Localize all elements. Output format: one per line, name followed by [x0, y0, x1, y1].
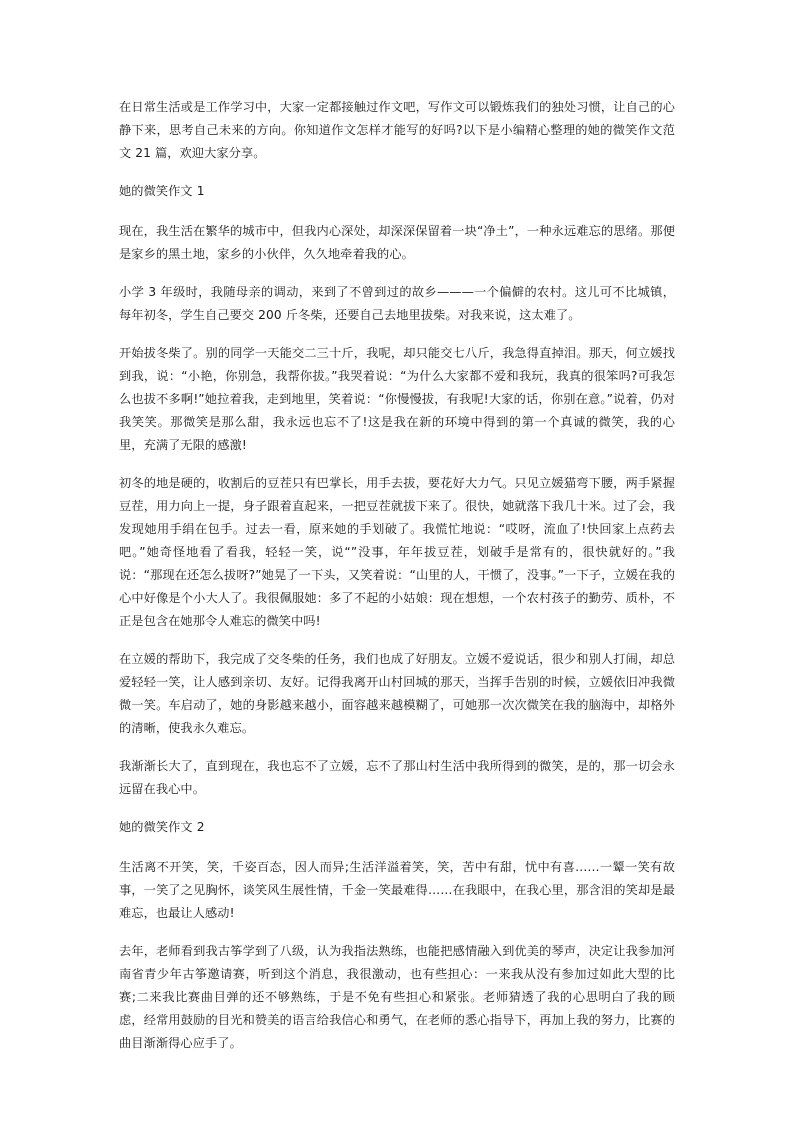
- essay-2-paragraph-1: 生活离不开笑，笑，千姿百态，因人而异;生活洋溢着笑，笑，苦中有甜，忧中有喜……一颦一笑有故事，一笑了之见胸怀，谈笑风生展性情，千金一笑最难得……在我眼中，在我心里，那含泪的笑却是最难忘，也最让人感动!: [119, 860, 675, 920]
- essay-1-paragraph-4: 初冬的地是硬的，收割后的豆茬只有巴掌长，用手去拔，要花好大力气。只见立媛猫弯下腰，两手紧握豆茬，用力向上一提，身子跟着直起来，一把豆茬就拔下来了。很快，她就落下我几十米。过了会，我发现她用手绢在包手。过去一看，原来她的手划破了。我慌忙地说：“哎呀，流血了!快回家上点药去吧。”她奇怪地看了看我，轻轻一笑，说“”没事，年年拔豆茬，划破手是常有的，很快就好的。”我说：“那现在还怎么拔呀?”她晃了一下头，又笑着说：“山里的人，干惯了，没事。”一下子，立媛在我的心中好像是个小大人了。我很佩服她：多了不起的小姑娘：现在想想，一个农村孩子的勤劳、质朴，不正是包含在她那令人难忘的微笑中吗!: [119, 476, 675, 628]
- essay-1-paragraph-2: 小学 3 年级时，我随母亲的调动，来到了不曾到过的故乡———一个偏僻的农村。这儿可不比城镇，每年初冬，学生自己要交 200 斤冬柴，还要自己去地里拔柴。对我来说，这太难了。: [119, 285, 675, 322]
- essay-2-paragraph-2: 去年，老师看到我古筝学到了八级，认为我指法熟练，也能把感情融入到优美的琴声，决定让我参加河南省青少年古筝邀请赛，听到这个消息，我很激动，也有些担心：一来我从没有参加过如此大型的比赛;二来我比赛曲目弹的还不够熟练，于是不免有些担心和紧张。老师猜透了我的心思明白了我的顾虑，经常用鼓励的目光和赞美的语言给我信心和勇气，在老师的悉心指导下，再加上我的努力，比赛的曲目渐渐得心应手了。: [119, 944, 675, 1050]
- essay-1-paragraph-5: 在立媛的帮助下，我完成了交冬柴的任务，我们也成了好朋友。立媛不爱说话，很少和别人打闹，却总爱轻轻一笑，让人感到亲切、友好。记得我离开山村回城的那天，当挥手告别的时候，立媛依旧冲我微微一笑。车启动了，她的身影越来越小，面容越来越模糊了，可她那一次次微笑在我的脑海中，却格外的清晰，使我永久难忘。: [119, 652, 675, 735]
- essay-1-paragraph-6: 我渐渐长大了，直到现在，我也忘不了立媛，忘不了那山村生活中我所得到的微笑，是的，那一切会永远留在我心中。: [119, 759, 675, 796]
- essay-1-paragraph-1: 现在，我生活在繁华的城市中，但我内心深处，却深深保留着一块“净土”，一种永远难忘的思绪。那便是家乡的黑土地，家乡的小伙伴，久久地牵着我的心。: [119, 224, 675, 261]
- document-body: [119, 96, 675, 1070]
- intro-paragraph: 在日常生活或是工作学习中，大家一定都接触过作文吧，写作文可以锻炼我们的独处习惯，让自己的心静下来，思考自己未来的方向。你知道作文怎样才能写的好吗?以下是小编精心整理的她的微笑作文范文 21 篇，欢迎大家分享。: [119, 100, 675, 160]
- essay-2-heading: 她的微笑作文 2: [119, 820, 205, 834]
- essay-1-heading: 她的微笑作文 1: [119, 184, 205, 198]
- essay-1-paragraph-3: 开始拔冬柴了。别的同学一天能交二三十斤，我呢，却只能交七八斤，我急得直掉泪。那天，何立媛找到我，说：“小艳，你别急，我帮你拔。”我哭着说：“为什么大家都不爱和我玩，我真的很笨吗?可我怎么也拔不多啊!”她拉着我，走到地里，笑着说：“你慢慢拔，有我呢!大家的话，你别在意。”说着，仍对我笑笑。那微笑是那么甜，我永远也忘不了!这是我在新的环境中得到的第一个真诚的微笑，我的心里，充满了无限的感激!: [119, 346, 675, 452]
